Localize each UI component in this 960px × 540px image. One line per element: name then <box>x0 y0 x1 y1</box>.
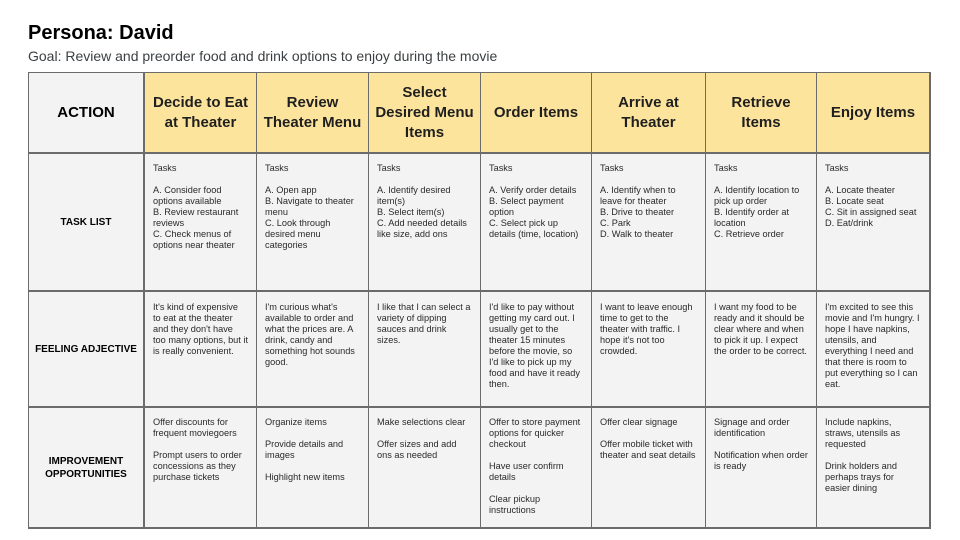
row-label: TASK LIST <box>29 154 143 290</box>
row-label: IMPROVEMENT OPPORTUNITIES <box>29 408 143 527</box>
task-list-cell-line: C. Look through desired menu categories <box>265 218 331 250</box>
task-list-cell-line: B. Locate seat <box>825 196 884 206</box>
task-list-cell-line: C. Sit in assigned seat <box>825 207 917 217</box>
improvement-cell <box>817 408 929 527</box>
feeling-cell: I'm excited to see this movie and I'm hungry. I hope I have napkins, utensils, and everything I need and that there is room to put everything so I can eat. <box>817 292 929 406</box>
task-list-cell-line: Tasks <box>153 163 177 173</box>
stage-header: Order Items <box>481 73 591 152</box>
improvement-cell <box>145 408 256 527</box>
stage-header: Enjoy Items <box>817 73 929 152</box>
task-list-cell-line: Tasks <box>714 163 738 173</box>
improvement-cell-line: Provide details and images <box>265 439 344 460</box>
task-list-cell-line: C. Retrieve order <box>714 229 784 239</box>
task-list-cell-line: C. Check menus of options near theater <box>153 229 235 250</box>
stage-header: Decide to Eat at Theater <box>145 73 256 152</box>
task-list-cell-line: B. Review restaurant reviews <box>153 207 239 228</box>
improvement-cell-line: Offer discounts for frequent moviegoers <box>153 417 237 438</box>
stage-header: Retrieve Items <box>706 73 816 152</box>
feeling-cell: I want to leave enough time to get to the theater with traffic. I hope it's not too crowded. <box>592 292 705 406</box>
feeling-cell: I want my food to be ready and it should be clear where and when to pick it up. I expect the order to be correct. <box>706 292 816 406</box>
row-label: FEELING ADJECTIVE <box>29 292 143 406</box>
journey-map-table <box>28 72 931 529</box>
improvement-cell-line: Drink holders and perhaps trays for easier dining <box>825 461 898 493</box>
persona-title: Persona: David <box>28 22 174 44</box>
feeling-cell: I'm curious what's available to order and what the prices are. A drink, candy and something hot sounds good. <box>257 292 368 406</box>
task-list-cell <box>817 154 929 290</box>
improvement-cell-line: Highlight new items <box>265 472 345 482</box>
task-list-cell-line: A. Identify desired item(s) <box>377 185 451 206</box>
improvement-cell-line: Include napkins, straws, utensils as requested <box>825 417 901 449</box>
improvement-cell-line: Offer mobile ticket with theater and seat details <box>600 439 696 460</box>
action-header: ACTION <box>29 73 143 152</box>
stage-header: Review Theater Menu <box>257 73 368 152</box>
improvement-cell-line: Make selections clear <box>377 417 466 427</box>
improvement-cell <box>369 408 480 527</box>
task-list-cell-line: Tasks <box>265 163 289 173</box>
task-list-cell-line: B. Select item(s) <box>377 207 445 217</box>
improvement-cell <box>592 408 705 527</box>
improvement-cell-line: Signage and order identification <box>714 417 790 438</box>
persona-goal: Goal: Review and preorder food and drink options to enjoy during the movie <box>28 48 498 64</box>
task-list-cell-line: C. Park <box>600 218 631 228</box>
stage-header: Arrive at Theater <box>592 73 705 152</box>
task-list-cell-line: A. Open app <box>265 185 317 195</box>
task-list-cell-line: B. Navigate to theater menu <box>265 196 354 217</box>
improvement-cell-line: Prompt users to order concessions as they purchase tickets <box>153 450 242 482</box>
task-list-cell-line: Tasks <box>489 163 513 173</box>
improvement-cell-line: Offer clear signage <box>600 417 678 427</box>
stage-header: Select Desired Menu Items <box>369 73 480 152</box>
task-list-cell-line: A. Identify location to pick up order <box>714 185 800 206</box>
improvement-cell-line: Organize items <box>265 417 327 427</box>
improvement-cell-line: Clear pickup instructions <box>489 494 541 515</box>
task-list-cell-line: A. Verify order details <box>489 185 577 195</box>
task-list-cell-line: Tasks <box>825 163 849 173</box>
task-list-cell <box>481 154 591 290</box>
task-list-cell <box>706 154 816 290</box>
task-list-cell-line: B. Select payment option <box>489 196 564 217</box>
task-list-cell-line: A. Consider food options available <box>153 185 222 206</box>
improvement-cell <box>257 408 368 527</box>
improvement-cell <box>706 408 816 527</box>
task-list-cell-line: A. Identify when to leave for theater <box>600 185 676 206</box>
task-list-cell <box>257 154 368 290</box>
task-list-cell-line: C. Add needed details like size, add ons <box>377 218 467 239</box>
improvement-cell-line: Offer to store payment options for quicker checkout <box>489 417 581 449</box>
task-list-cell-line: Tasks <box>377 163 401 173</box>
improvement-cell-line: Notification when order is ready <box>714 450 808 471</box>
task-list-cell <box>592 154 705 290</box>
task-list-cell <box>145 154 256 290</box>
task-list-cell <box>369 154 480 290</box>
task-list-cell-line: B. Identify order at location <box>714 207 790 228</box>
task-list-cell-line: B. Drive to theater <box>600 207 675 217</box>
feeling-cell: I'd like to pay without getting my card out. I usually get to the theater 15 minutes before the movie, so I'd like to pick up my food and have it ready then. <box>481 292 591 406</box>
task-list-cell-line: D. Eat/drink <box>825 218 873 228</box>
improvement-cell <box>481 408 591 527</box>
improvement-cell-line: Offer sizes and add ons as needed <box>377 439 457 460</box>
task-list-cell-line: A. Locate theater <box>825 185 895 195</box>
feeling-cell: I like that I can select a variety of dipping sauces and drink sizes. <box>369 292 480 406</box>
task-list-cell-line: C. Select pick up details (time, location) <box>489 218 579 239</box>
task-list-cell-line: D. Walk to theater <box>600 229 674 239</box>
feeling-cell: It's kind of expensive to eat at the theater and they don't have too many options, but it is really convenient. <box>145 292 256 406</box>
task-list-cell-line: Tasks <box>600 163 624 173</box>
improvement-cell-line: Have user confirm details <box>489 461 564 482</box>
